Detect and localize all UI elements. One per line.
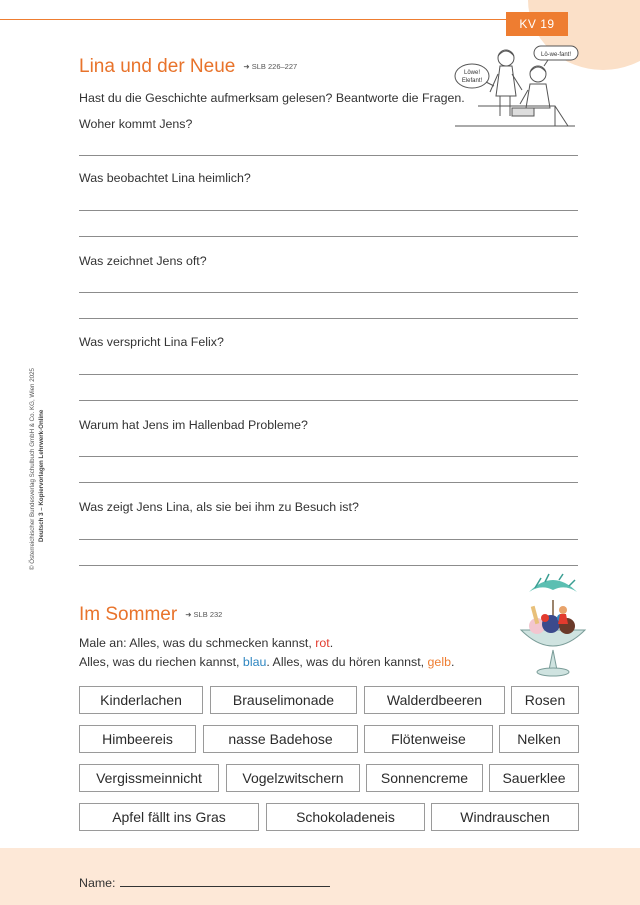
book-reference: ➜ SLB 226–227 bbox=[243, 62, 298, 72]
word-box[interactable]: Vogelzwitschern bbox=[226, 764, 360, 792]
answer-line[interactable] bbox=[79, 482, 578, 483]
answer-line[interactable] bbox=[79, 539, 578, 540]
name-label: Name: bbox=[79, 876, 116, 890]
word-box[interactable]: Schokoladeneis bbox=[266, 803, 425, 831]
question-5: Warum hat Jens im Hallenbad Probleme? bbox=[79, 418, 308, 432]
section-title-text: Im Sommer bbox=[79, 604, 178, 625]
answer-line[interactable] bbox=[79, 374, 578, 375]
series-text: Deutsch 3 – Kopiervorlagen Lehrwerk-Online bbox=[38, 409, 45, 542]
word-box[interactable]: Sonnencreme bbox=[366, 764, 483, 792]
word-box[interactable]: Vergissmeinnicht bbox=[79, 764, 219, 792]
section-title-text: Lina und der Neue bbox=[79, 56, 236, 77]
word-box[interactable]: Nelken bbox=[499, 725, 579, 753]
instruction-line-2: Alles, was du riechen kannst, blau. Alles, was du hören kannst, gelb. bbox=[79, 655, 455, 669]
answer-line[interactable] bbox=[79, 318, 578, 319]
ice-cream-sundae-illustration bbox=[515, 570, 591, 682]
color-word-red: rot bbox=[315, 636, 330, 650]
word-box[interactable]: Rosen bbox=[511, 686, 579, 714]
children-drawing-illustration bbox=[450, 44, 580, 130]
name-input-line[interactable] bbox=[120, 886, 330, 887]
section-title-lina bbox=[79, 56, 297, 78]
color-word-yellow: gelb bbox=[427, 655, 451, 669]
word-box[interactable]: nasse Badehose bbox=[203, 725, 358, 753]
question-3: Was zeichnet Jens oft? bbox=[79, 254, 207, 268]
speech-bubble-right: Lö-we-fant! bbox=[540, 52, 572, 58]
color-word-blue: blau bbox=[242, 655, 267, 669]
word-box[interactable]: Himbeereis bbox=[79, 725, 196, 753]
copyright-sidebar bbox=[22, 332, 46, 572]
section-title-sommer bbox=[79, 604, 222, 626]
answer-line[interactable] bbox=[79, 292, 578, 293]
book-reference: ➜ SLB 232 bbox=[185, 610, 223, 620]
question-6: Was zeigt Jens Lina, als sie bei ihm zu Besuch ist? bbox=[79, 500, 359, 514]
speech-bubble-left-2: Elefant! bbox=[461, 78, 483, 84]
copyright-text: © Österreichischer Bundesverlag Schulbuch GmbH & Co. KG, Wien 2025 bbox=[29, 368, 36, 570]
header-rule bbox=[0, 19, 506, 20]
word-box[interactable]: Windrauschen bbox=[431, 803, 579, 831]
question-2: Was beobachtet Lina heimlich? bbox=[79, 171, 251, 185]
word-box[interactable]: Walderdbeeren bbox=[364, 686, 505, 714]
question-1: Woher kommt Jens? bbox=[79, 117, 193, 131]
instruction-text: Hast du die Geschichte aufmerksam gelesen? Beantworte die Fragen. bbox=[79, 91, 465, 105]
word-box[interactable]: Brauselimonade bbox=[210, 686, 357, 714]
instruction-line-1: Male an: Alles, was du schmecken kannst, rot. bbox=[79, 636, 334, 650]
word-box[interactable]: Kinderlachen bbox=[79, 686, 203, 714]
worksheet-badge: KV 19 bbox=[506, 12, 568, 36]
speech-bubble-left-1: Löwe! bbox=[463, 70, 481, 76]
answer-line[interactable] bbox=[79, 155, 578, 156]
word-box[interactable]: Sauerklee bbox=[489, 764, 579, 792]
answer-line[interactable] bbox=[79, 565, 578, 566]
answer-line[interactable] bbox=[79, 456, 578, 457]
answer-line[interactable] bbox=[79, 210, 578, 211]
question-4: Was verspricht Lina Felix? bbox=[79, 335, 224, 349]
answer-line[interactable] bbox=[79, 236, 578, 237]
word-box[interactable]: Apfel fällt ins Gras bbox=[79, 803, 259, 831]
word-box[interactable]: Flötenweise bbox=[364, 725, 493, 753]
answer-line[interactable] bbox=[79, 400, 578, 401]
